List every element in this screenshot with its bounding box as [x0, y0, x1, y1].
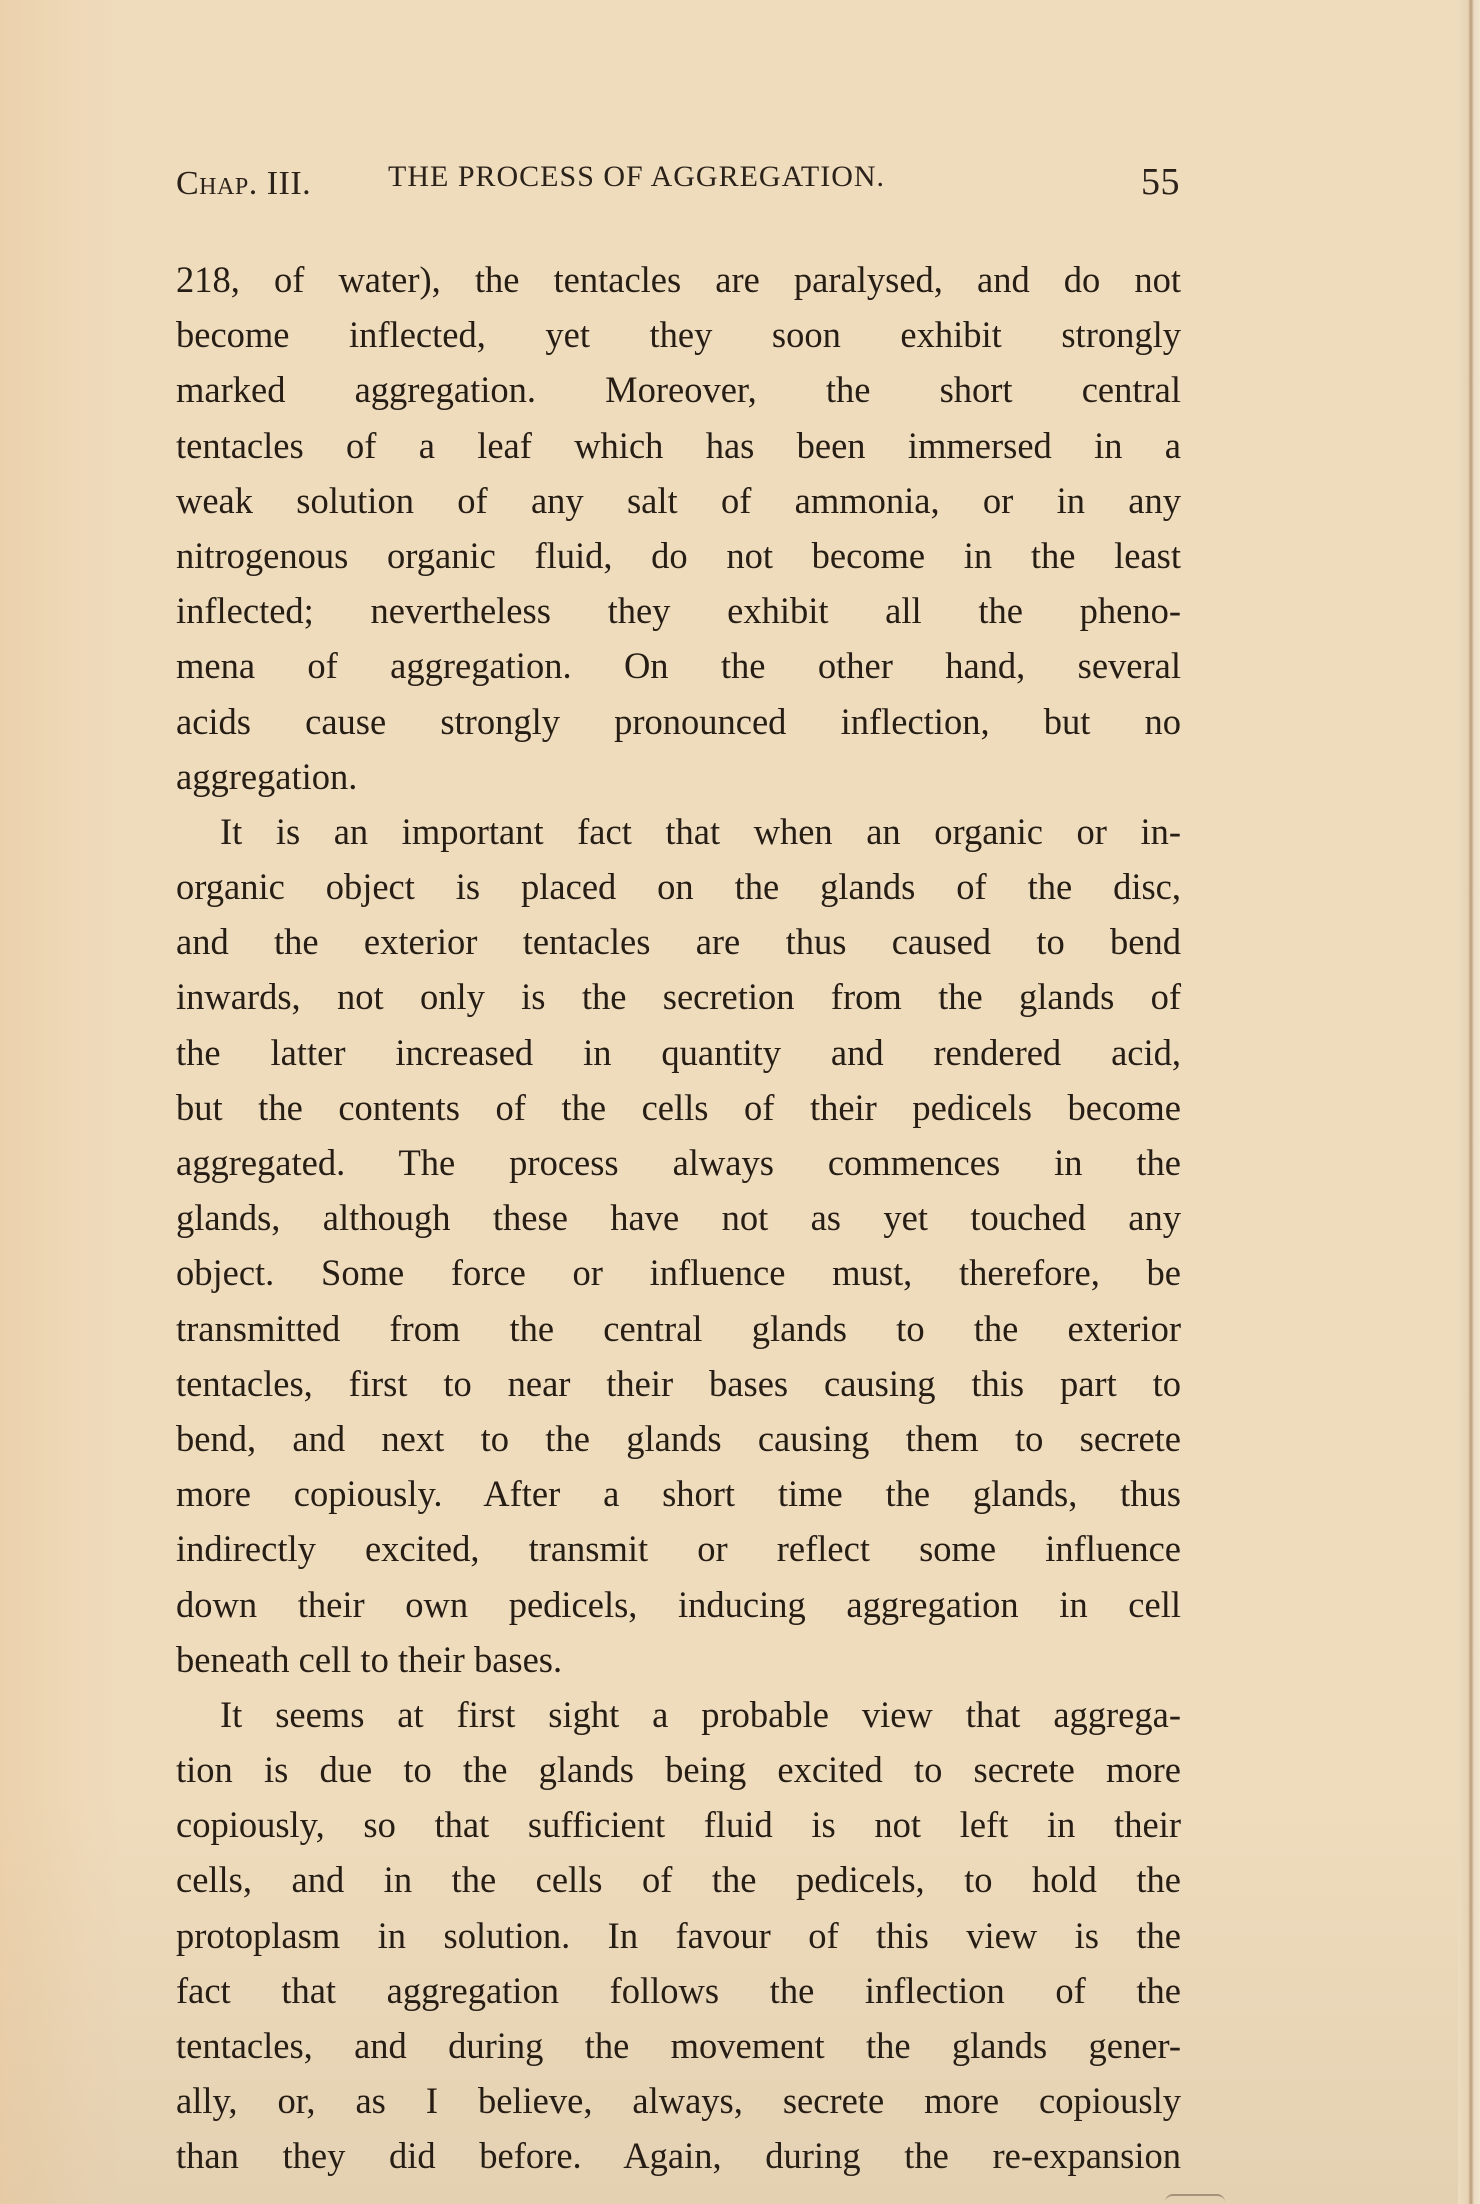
chapter-title: THE PROCESS OF AGGREGATION.	[388, 160, 886, 193]
text-line: beneath cell to their bases.	[176, 1638, 563, 1680]
text-line: tentacles of a leaf which has been immersed in a	[176, 424, 1181, 466]
text-line: cells, and in the cells of the pedicels, to hold the	[176, 1859, 1181, 1901]
paragraph-1	[176, 252, 1181, 804]
text-line: ally, or, as I believe, always, secrete more copiously	[176, 2080, 1181, 2122]
text-line: It seems at first sight a probable view that aggrega-	[220, 1693, 1181, 1735]
running-header	[176, 160, 1188, 220]
text-line: 218, of water), the tentacles are paralysed, and do not	[176, 259, 1181, 300]
text-line: weak solution of any salt of ammonia, or in any	[176, 479, 1181, 521]
text-line: transmitted from the central glands to the exterior	[176, 1307, 1181, 1349]
text-line: tentacles, and during the movement the glands gener-	[176, 2025, 1181, 2066]
text-line: organic object is placed on the glands of the disc,	[176, 866, 1181, 908]
text-line: nitrogenous organic fluid, do not become in the least	[176, 534, 1181, 576]
text-line: bend, and next to the glands causing them to secrete	[176, 1417, 1181, 1459]
text-line: object. Some force or influence must, therefore, be	[176, 1252, 1181, 1294]
text-line: inflected; nevertheless they exhibit all the pheno-	[176, 590, 1181, 632]
text-line: more copiously. After a short time the glands, thus	[176, 1473, 1181, 1515]
text-line: and the exterior tentacles are thus caused to bend	[176, 921, 1181, 963]
text-line: than they did before. Again, during the re-expansion	[176, 2135, 1181, 2177]
page-number: 55	[1141, 161, 1180, 203]
chapter-label: Chap. III.	[176, 165, 312, 202]
text-line: become inflected, yet they soon exhibit strongly	[176, 314, 1181, 356]
text-line: aggregated. The process always commences in the	[176, 1142, 1181, 1183]
text-line: indirectly excited, transmit or reflect some influence	[176, 1528, 1181, 1570]
text-line: down their own pedicels, inducing aggregation in cell	[176, 1583, 1181, 1625]
text-line: mena of aggregation. On the other hand, several	[176, 645, 1181, 687]
text-line: copiously, so that sufficient fluid is not left in their	[176, 1804, 1181, 1846]
text-line: fact that aggregation follows the inflection of the	[176, 1969, 1181, 2011]
text-line: inwards, not only is the secretion from the glands of	[176, 976, 1181, 1018]
text-line: marked aggregation. Moreover, the short central	[176, 369, 1181, 411]
page-edge	[1458, 0, 1480, 2204]
text-line: tion is due to the glands being excited to secrete more	[176, 1749, 1181, 1791]
text-line: glands, although these have not as yet touched any	[176, 1197, 1181, 1239]
text-line: but the contents of the cells of their pedicels become	[176, 1086, 1181, 1128]
paragraph-2	[176, 804, 1181, 1687]
text-line: protoplasm in solution. In favour of this view is the	[176, 1914, 1181, 1956]
text-line: It is an important fact that when an organic or in-	[220, 810, 1181, 852]
paragraph-3	[176, 1687, 1181, 2184]
text-line: aggregation.	[176, 755, 358, 797]
paper-stain	[1165, 2194, 1225, 2204]
text-line: acids cause strongly pronounced inflection, but no	[176, 700, 1181, 742]
text-line: tentacles, first to near their bases causing this part to	[176, 1362, 1181, 1404]
text-line: the latter increased in quantity and rendered acid,	[176, 1031, 1181, 1073]
body-text	[176, 252, 1181, 2184]
